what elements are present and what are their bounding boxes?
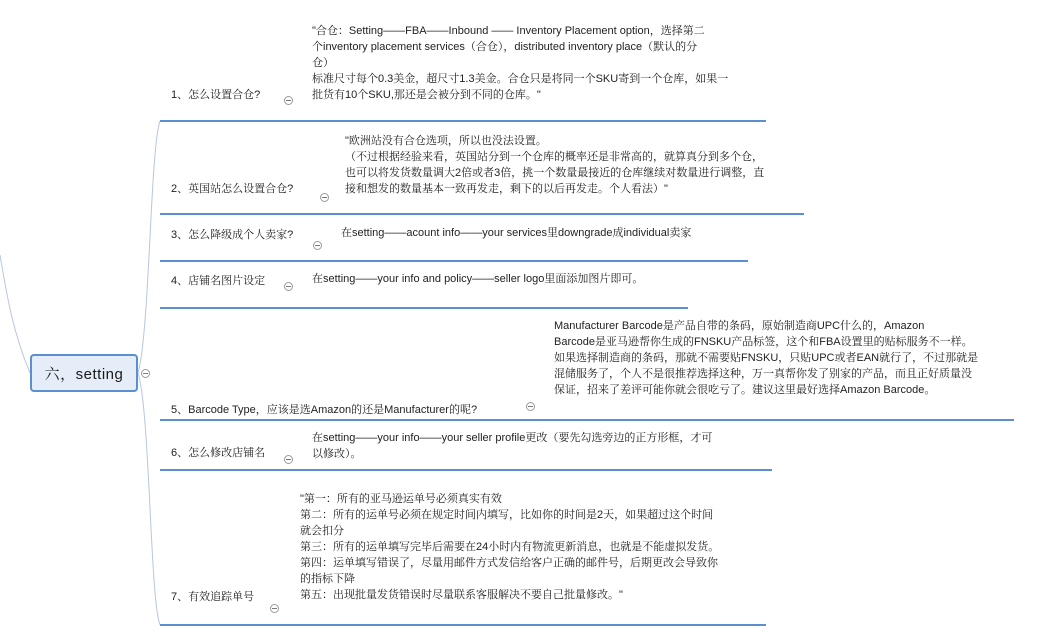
- branch-answer-2[interactable]: [345, 133, 764, 197]
- answer-line: 第二：所有的运单号必须在规定时间内填写，比如你的时间是2天，如果超过这个时间: [300, 509, 714, 521]
- answer-line: 批货有10个SKU,那还是会被分到不同的仓库。": [312, 89, 541, 101]
- root-incoming-line: [0, 255, 30, 373]
- answer-line: 如果选择制造商的条码，那就不需要贴FNSKU，只贴UPC或者EAN就行了，不过那就是: [554, 352, 979, 364]
- answer-line: 在setting——your info and policy——seller logo里面添加图片即可。: [312, 273, 644, 285]
- answer-line: 第三：所有的运单填写完毕后需要在24小时内有物流更新消息，也就是不能虚拟发货。: [300, 541, 720, 553]
- root-node-label: 六，setting: [44, 365, 124, 383]
- answer-line: 第四：运单填写错误了，尽量用邮件方式发信给客户正确的邮件号，后期更改会导致你: [300, 557, 718, 569]
- branch-answer-7[interactable]: [300, 491, 719, 603]
- answer-line: Manufacturer Barcode是产品自带的条码，原始制造商UPC什么的，Amazon: [554, 320, 925, 332]
- answer-line: 保证，招来了差评可能你就会很吃亏了。建议这里最好选择Amazon Barcode。: [554, 384, 936, 396]
- answer-line: （不过根据经验来看，英国站分到一个仓库的概率还是非常高的，就算真分到多个仓，: [345, 151, 763, 163]
- answer-line: 在setting——acount info——your services里downgrade成individual卖家: [341, 227, 692, 239]
- branch-answer-5[interactable]: [554, 318, 978, 398]
- answer-line: 第五：出现批量发货错误时尽量联系客服解决不要自己批量修改。": [300, 589, 623, 601]
- branch-question-3[interactable]: 3、怎么降级成个人卖家?: [171, 229, 294, 241]
- answer-line: "第一：所有的亚马逊运单号必须真实有效: [300, 493, 502, 505]
- answer-line: "欧洲站没有合仓选项，所以也没法设置。: [345, 135, 547, 147]
- branch-question-6[interactable]: 6、怎么修改店铺名: [171, 447, 266, 459]
- answer-line: 也可以将发货数量调大2倍或者3倍，挑一个数量最接近的仓库继续对数量进行调整，直: [345, 167, 765, 179]
- branch-answer-3[interactable]: [341, 225, 691, 241]
- branch-4-collapse-icon[interactable]: [284, 282, 293, 291]
- answer-line: "合仓：Setting——FBA——Inbound —— Inventory Placement option，选择第二: [312, 25, 705, 37]
- answer-line: 混储服务了，个人不是很推荐选择这种，万一真帮你发了别家的产品，而且正好质量没: [554, 368, 972, 380]
- branch-answer-1[interactable]: [312, 23, 728, 103]
- answer-line: 接和想发的数量基本一致再发走，剩下的以后再发走。个人看法）": [345, 183, 668, 195]
- branch-question-2[interactable]: 2、英国站怎么设置合仓?: [171, 183, 294, 195]
- root-collapse-toggle-icon[interactable]: [141, 369, 150, 378]
- answer-line: 标准尺寸每个0.3美金，超尺寸1.3美金。合仓只是将同一个SKU寄到一个仓库，如果一: [312, 73, 729, 85]
- answer-line: 就会扣分: [300, 525, 344, 537]
- answer-line: 个inventory placement services（合仓），distributed inventory place（默认的分: [312, 41, 698, 53]
- branch-question-4[interactable]: 4、店铺名图片设定: [171, 275, 266, 287]
- answer-line: 在setting——your info——your seller profile更改（要先勾选旁边的正方形框，才可: [312, 432, 713, 444]
- branch-2-collapse-icon[interactable]: [320, 193, 329, 202]
- branch-question-5[interactable]: 5、Barcode Type，应该是选Amazon的还是Manufacturer的呢?: [171, 404, 478, 416]
- answer-line: 以修改）。: [312, 448, 362, 460]
- branch-7-collapse-icon[interactable]: [270, 604, 279, 613]
- branch-1-collapse-icon[interactable]: [284, 96, 293, 105]
- branch-5-collapse-icon[interactable]: [526, 402, 535, 411]
- branch-3-collapse-icon[interactable]: [313, 241, 322, 250]
- root-node[interactable]: [30, 354, 138, 392]
- branch-answer-4[interactable]: [312, 271, 643, 287]
- answer-line: 仓）: [312, 57, 334, 69]
- branch-6-collapse-icon[interactable]: [284, 455, 293, 464]
- answer-line: Barcode是亚马逊帮你生成的FNSKU产品标签，这个和FBA设置里的贴标服务不一样。: [554, 336, 973, 348]
- branch-question-1[interactable]: 1、怎么设置合仓?: [171, 89, 261, 101]
- answer-line: 的指标下降: [300, 573, 355, 585]
- branch-answer-6[interactable]: [312, 430, 712, 462]
- branch-question-7[interactable]: 7、有效追踪单号: [171, 591, 255, 603]
